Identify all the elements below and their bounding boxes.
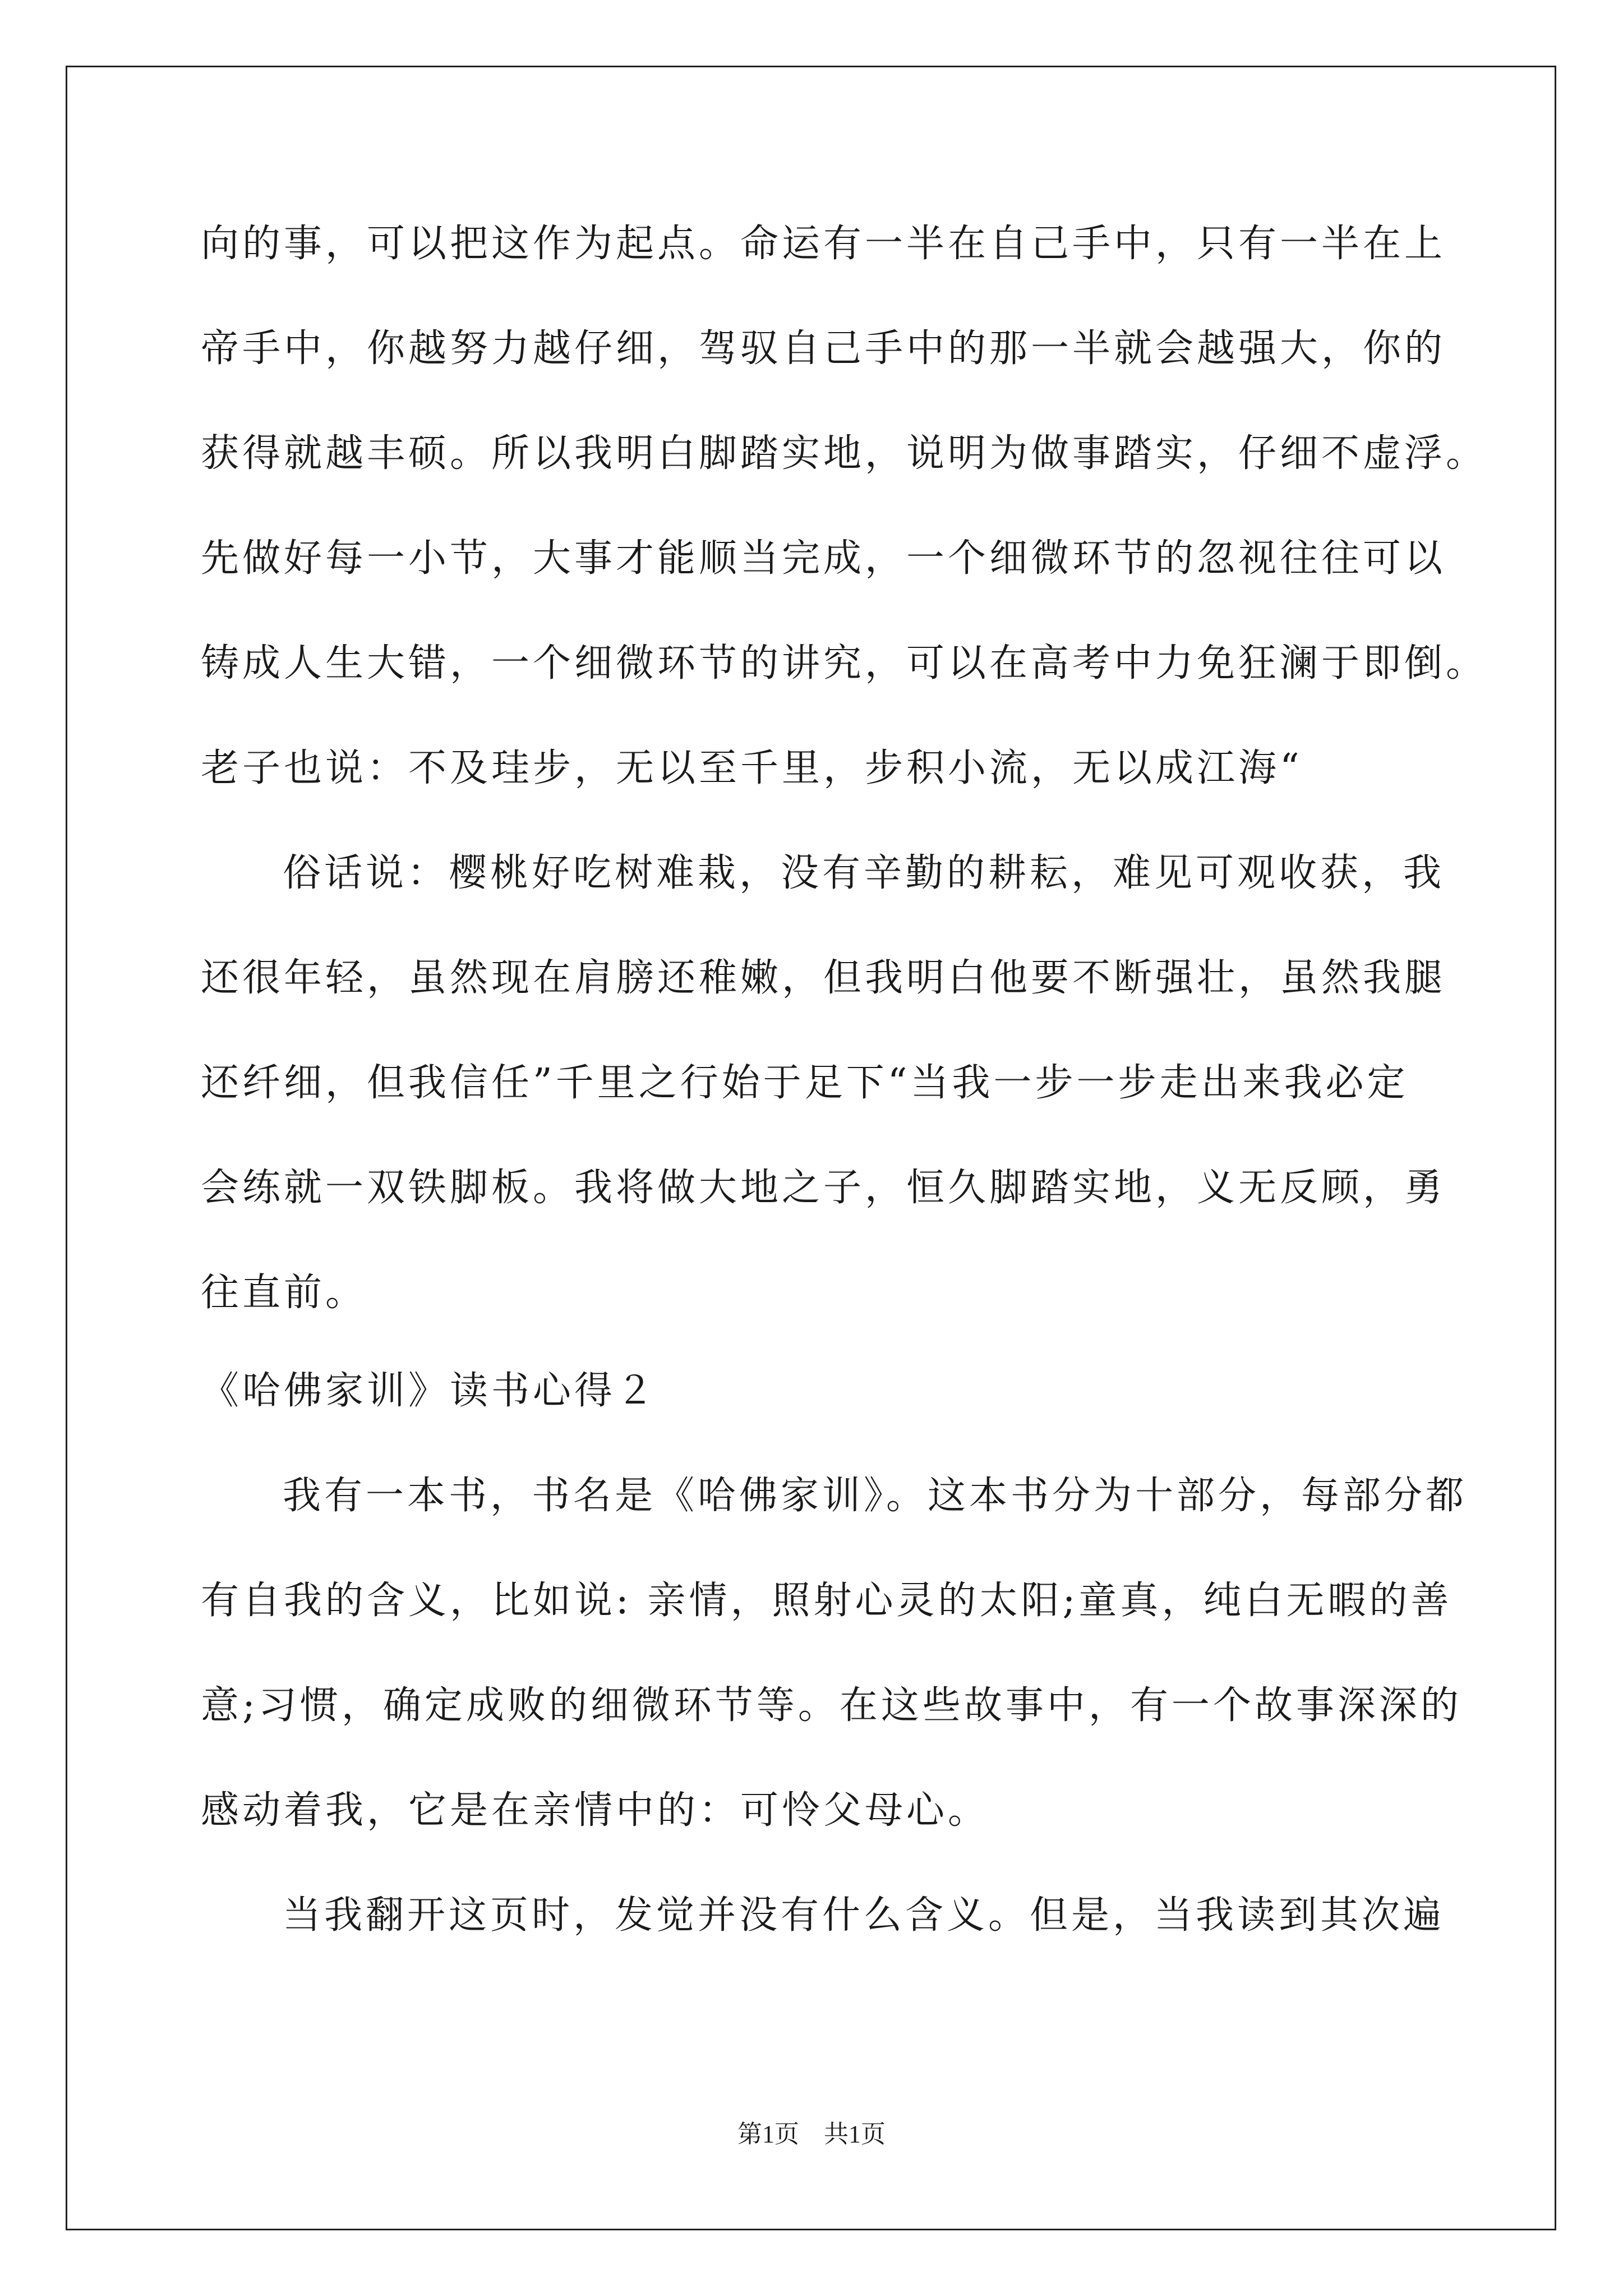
paragraph-1-line-5: 铸成人生大错，一个细微环节的讲究，可以在高考中力免狂澜于即倒。: [201, 641, 1488, 685]
paragraph-1-line-3: 获得就越丰硕。所以我明白脚踏实地，说明为做事踏实，仔细不虚浮。: [201, 431, 1488, 476]
paragraph-1-line-6: 老子也说：不及珪步，无以至千里，步积小流，无以成江海“: [201, 746, 1303, 790]
paragraph-2-line-4: 会练就一双铁脚板。我将做大地之子，恒久脚踏实地，义无反顾，勇: [201, 1166, 1446, 1210]
paragraph-3-line-1: 我有一本书，书名是《哈佛家训》。这本书分为十部分，每部分都: [283, 1474, 1468, 1518]
section-title: 《哈佛家训》读书心得２: [201, 1369, 658, 1413]
paragraph-4-line-1: 当我翻开这页时，发觉并没有什么含义。但是，当我读到其次遍: [283, 1893, 1445, 1938]
paragraph-3-line-4: 感动着我，它是在亲情中的：可怜父母心。: [201, 1788, 990, 1833]
paragraph-2-line-2: 还很年轻，虽然现在肩膀还稚嫩，但我明白他要不断强壮，虽然我腿: [201, 956, 1446, 1000]
page-number: 第1页 共1页: [737, 2120, 886, 2148]
paragraph-1-line-1: 向的事，可以把这作为起点。命运有一半在自己手中，只有一半在上: [201, 222, 1446, 266]
paragraph-2-line-5: 往直前。: [201, 1271, 367, 1315]
paragraph-2-line-1: 俗话说：樱桃好吃树难栽，没有辛勤的耕耘，难见可观收获，我: [283, 851, 1445, 895]
paragraph-3-line-2: 有自我的含义，比如说: 亲情，照射心灵的太阳;童真，纯白无暇的善: [201, 1579, 1453, 1623]
paragraph-2-line-3: 还纤细，但我信任”千里之行始于足下“当我一步一步走出来我必定: [201, 1061, 1409, 1105]
paragraph-1-line-2: 帝手中，你越努力越仔细，驾驭自己手中的那一半就会越强大，你的: [201, 326, 1446, 371]
paragraph-3-line-3: 意;习惯，确定成败的细微环节等。在这些故事中，有一个故事深深的: [201, 1683, 1462, 1728]
paragraph-1-line-4: 先做好每一小节，大事才能顺当完成，一个细微环节的忽视往往可以: [201, 536, 1446, 581]
